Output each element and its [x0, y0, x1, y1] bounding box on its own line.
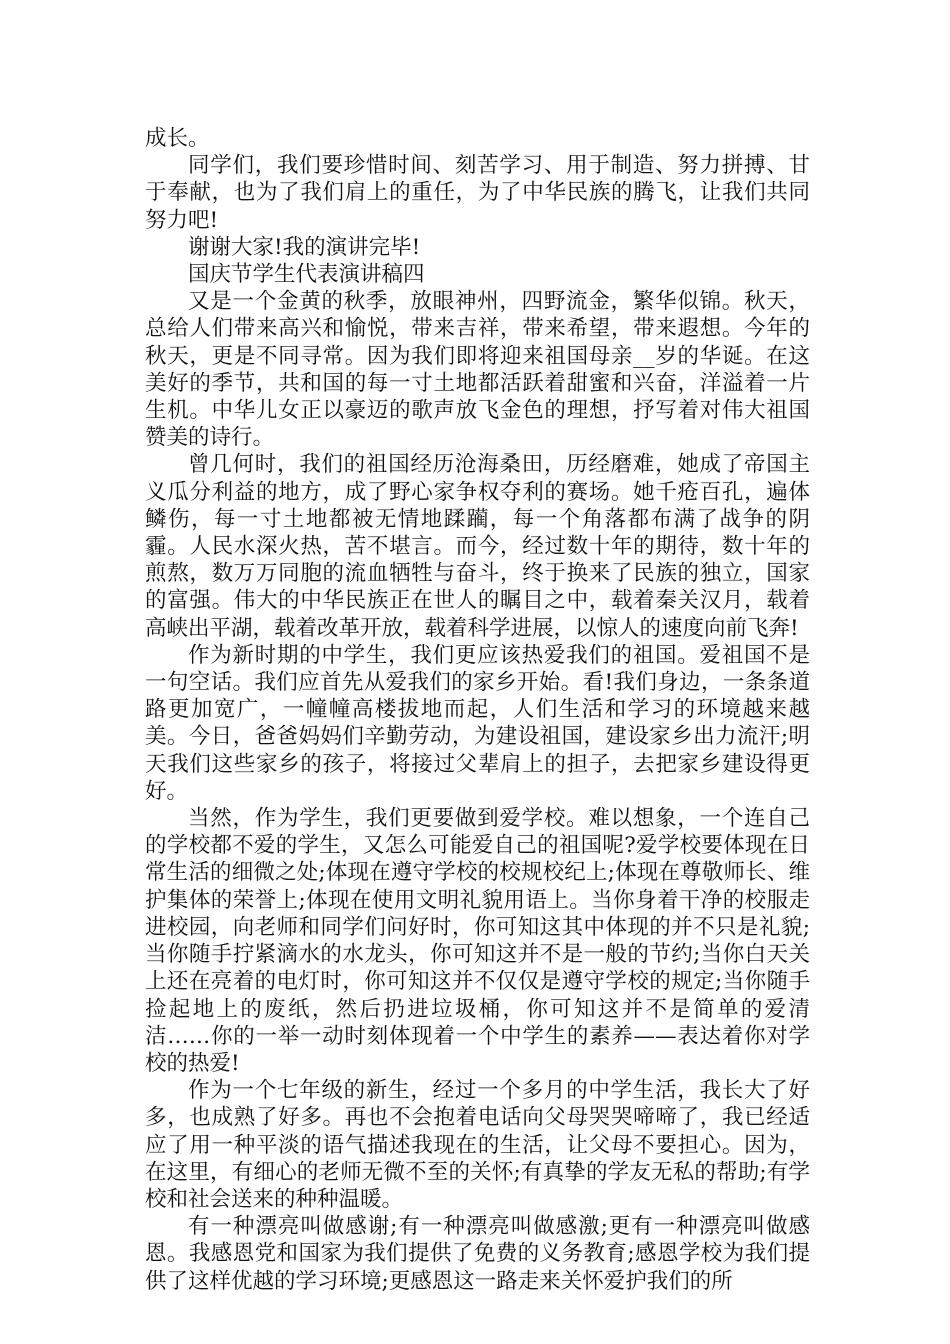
paragraph-love-homeland: 作为新时期的中学生，我们更应该热爱我们的祖国。爱祖国不是一句空话。我们应首先从爱我们的家乡开始。看!我们身边，一条条道路更加宽广，一幢幢高楼拔地而起，人们生活和学习的环境越来越美。今日，爸爸妈妈们辛勤劳动，为建设祖国，建设家乡出力流汗;明天我们这些家乡的孩子，将接过父辈肩上的担子，去把家乡建设得更好。 — [145, 642, 810, 804]
paragraph-closing-appeal: 同学们，我们要珍惜时间、刻苦学习、用于制造、努力拼搏、甘于奉献，也为了我们肩上的重任，为了中华民族的腾飞，让我们共同努力吧! — [145, 153, 810, 233]
paragraph-autumn: 又是一个金黄的秋季，放眼神州，四野流金，繁华似锦。秋天，总给人们带来高兴和愉悦，带来吉祥，带来希望，带来遐想。今年的秋天，更是不同寻常。因为我们即将迎来祖国母亲__岁的华诞。在这美好的季节，共和国的每一寸土地都活跃着甜蜜和兴奋，洋溢着一片生机。中华儿女正以豪迈的歌声放飞金色的理想，抒写着对伟大祖国赞美的诗行。 — [145, 289, 810, 451]
paragraph-continuation: 成长。 — [145, 126, 210, 151]
paragraph-history: 曾几何时，我们的祖国经历沧海桑田，历经磨难，她成了帝国主义瓜分利益的地方，成了野心家争权夺利的赛场。她千疮百孔，遍体鳞伤，每一寸土地都被无情地蹂躏，每一个角落都布满了战争的阴霾。人民水深火热，苦不堪言。而今，经过数十年的期待，数十年的煎熬，数万万同胞的流血牺牲与奋斗，终于换来了民族的独立，国家的富强。伟大的中华民族正在世人的瞩目之中，载着秦关汉月，载着高峡出平湖，载着改革开放，载着科学进展，以惊人的速度向前飞奔! — [145, 452, 810, 641]
paragraph-new-student: 作为一个七年级的新生，经过一个多月的中学生活，我长大了好多，也成熟了好多。再也不会抱着电话向父母哭哭啼啼了，我已经适应了用一种平淡的语气描述我现在的生活，让父母不要担心。因为，在这里，有细心的老师无微不至的关怀;有真挚的学友无私的帮助;有学校和社会送来的种种温暖。 — [145, 1078, 810, 1212]
document-page — [145, 125, 810, 1295]
paragraph-thanks: 谢谢大家!我的演讲完毕! — [188, 234, 421, 260]
paragraph-love-school: 当然，作为学生，我们更要做到爱学校。难以想象，一个连自己的学校都不爱的学生，又怎么可能爱自己的祖国呢?爱学校要体现在日常生活的细微之处;体现在遵守学校的校规校纪上;体现在尊敬师长、维护集体的荣誉上;体现在使用文明礼貌用语上。当你身着干净的校服走进校园，向老师和同学们问好时，你可知这其中体现的并不只是礼貌;当你随手拧紧滴水的水龙头，你可知这并不是一般的节约;当你白天关上还在亮着的电灯时，你可知这并不仅仅是遵守学校的规定;当你随手捡起地上的废纸，然后扔进垃圾桶，你可知这并不是简单的爱清洁……你的一举一动时刻体现着一个中学生的素养——表达着你对学校的热爱! — [145, 806, 810, 1076]
paragraph-gratitude: 有一种漂亮叫做感谢;有一种漂亮叫做感激;更有一种漂亮叫做感恩。我感恩党和国家为我们提供了免费的义务教育;感恩学校为我们提供了这样优越的学习环境;更感恩这一路走来关怀爱护我们的所 — [145, 1214, 810, 1294]
section-heading: 国庆节学生代表演讲稿四 — [188, 262, 425, 288]
